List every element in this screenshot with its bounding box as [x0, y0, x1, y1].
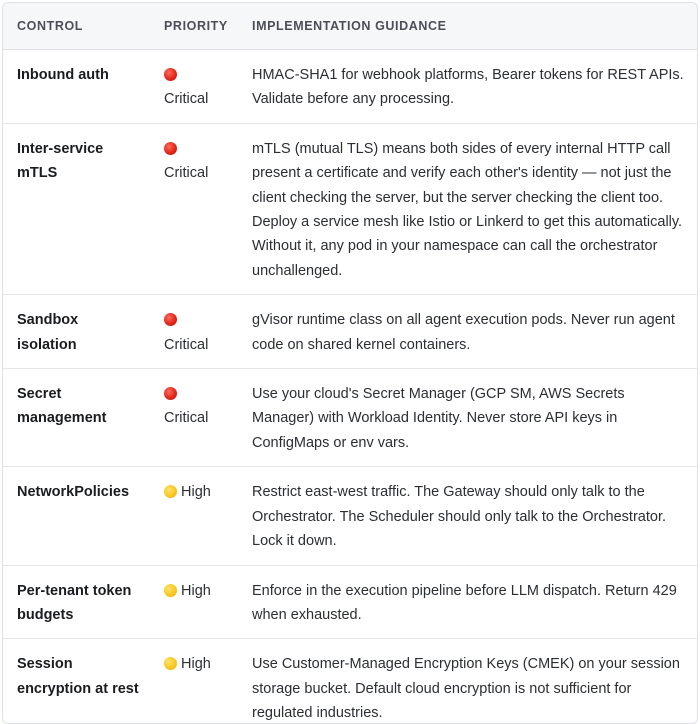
table-row — [3, 369, 697, 467]
red-circle-icon — [164, 387, 177, 400]
control-cell: Secret management — [3, 369, 149, 467]
control-cell: NetworkPolicies — [3, 467, 149, 565]
priority-label: Critical — [164, 165, 208, 181]
guidance-cell: Enforce in the execution pipeline before LLM dispatch. Return 429 when exhausted. — [238, 565, 697, 639]
header-control: CONTROL — [3, 3, 149, 50]
red-circle-icon — [164, 142, 177, 155]
security-controls-table — [2, 2, 698, 724]
priority-cell — [149, 565, 238, 639]
yellow-circle-icon — [164, 485, 177, 498]
table-header — [3, 3, 697, 50]
priority-cell — [149, 50, 238, 124]
control-cell: Inter-service mTLS — [3, 123, 149, 294]
table-row — [3, 295, 697, 369]
header-row — [3, 3, 697, 50]
header-priority: PRIORITY — [149, 3, 238, 50]
red-circle-icon — [164, 68, 177, 81]
guidance-cell: gVisor runtime class on all agent execution pods. Never run agent code on shared kernel containers. — [238, 295, 697, 369]
table-row — [3, 639, 697, 724]
priority-cell — [149, 295, 238, 369]
yellow-circle-icon — [164, 657, 177, 670]
control-cell: Session encryption at rest — [3, 639, 149, 724]
controls-table — [3, 3, 697, 724]
priority-cell — [149, 369, 238, 467]
table-row — [3, 123, 697, 294]
priority-cell — [149, 639, 238, 724]
table-row — [3, 565, 697, 639]
control-cell: Inbound auth — [3, 50, 149, 124]
yellow-circle-icon — [164, 584, 177, 597]
priority-label: Critical — [164, 410, 208, 426]
guidance-cell: Use Customer-Managed Encryption Keys (CMEK) on your session storage bucket. Default cloud encryption is not sufficient for regulated industries. — [238, 639, 697, 724]
priority-label: High — [181, 484, 211, 500]
header-guidance: IMPLEMENTATION GUIDANCE — [238, 3, 697, 50]
priority-label: High — [181, 656, 211, 672]
table-row — [3, 50, 697, 124]
guidance-cell: HMAC-SHA1 for webhook platforms, Bearer tokens for REST APIs. Validate before any processing. — [238, 50, 697, 124]
table-body — [3, 50, 697, 724]
table-row — [3, 467, 697, 565]
control-cell: Per-tenant token budgets — [3, 565, 149, 639]
red-circle-icon — [164, 313, 177, 326]
priority-cell — [149, 123, 238, 294]
control-cell: Sandbox isolation — [3, 295, 149, 369]
priority-label: Critical — [164, 337, 208, 353]
priority-label: Critical — [164, 91, 208, 107]
guidance-cell: mTLS (mutual TLS) means both sides of every internal HTTP call present a certificate and verify each other's identity — not just the client checking the server, but the server checking the client too. Deploy a service mesh like Istio or Linkerd to get this automatically. Without it, any pod in your namespace can call the orchestrator unchallenged. — [238, 123, 697, 294]
guidance-cell: Restrict east-west traffic. The Gateway should only talk to the Orchestrator. The Scheduler should only talk to the Orchestrator. Lock it down. — [238, 467, 697, 565]
priority-label: High — [181, 583, 211, 599]
guidance-cell: Use your cloud's Secret Manager (GCP SM, AWS Secrets Manager) with Workload Identity. Never store API keys in ConfigMaps or env vars. — [238, 369, 697, 467]
priority-cell — [149, 467, 238, 565]
